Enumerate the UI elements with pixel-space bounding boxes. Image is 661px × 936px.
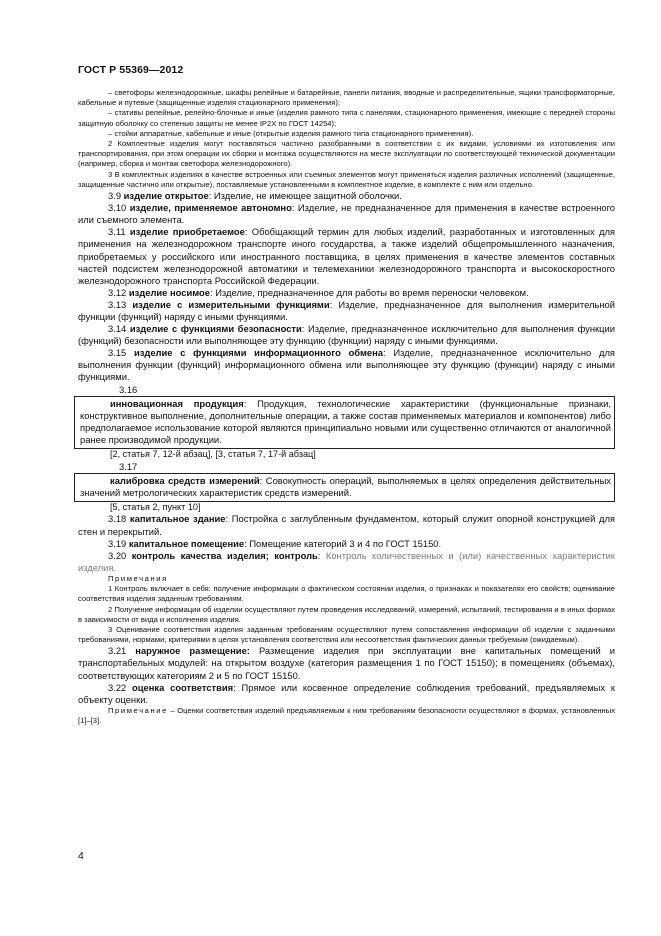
term-3-11 xyxy=(78,226,615,286)
term-definition: : Обобщающий термин для любых изделий, разработанных и изготовленных для применения на железнодорожном транспорте иного государства, а также изделий общепромышленного назначения, приобретаемых у российского или иностранного поставщика, в целях применения в качестве элементов составных частей подсистем железнодорожной автоматики и телемеханики железнодорожного транспорта и высокоскоростного железнодорожного транспорта Российской Федерации. xyxy=(78,226,616,286)
term-3-20 xyxy=(78,550,615,574)
term-name: оценка соответствия xyxy=(132,681,234,693)
note-2: 2 Получение информации об изделии осуществляют путем проведения исследований, измерений, испытаний, тестирования и в иных формах в зависимости от вида и исполнения изделия. xyxy=(78,604,615,624)
term-name: изделие открытое xyxy=(123,190,209,202)
term-number: 3.9 xyxy=(108,190,122,202)
list-item: – стативы релейные, релейно-блочные и иные (изделия рамного типа с панелями, стационарного применения, имеющие с передней стороны защитную оболочку со степенью защиты не менее IP2X по ГОСТ 14254); xyxy=(78,108,615,128)
term-number: 3.17 xyxy=(119,460,138,472)
term-number: 3.19 xyxy=(108,537,127,549)
term-definition: Контроль количественных и (или) качественных характеристик изделия. xyxy=(78,549,615,573)
term-definition: : Изделие, предназначенное для выполнения измерительной функции (функций) наряду с иными функциями. xyxy=(78,298,615,322)
term-reference: [5, статья 2, пункт 10] xyxy=(110,501,201,512)
term-definition: : Изделие, не предназначенное для применения в качестве встроенного или съемного элемента. xyxy=(78,202,616,226)
term-name: изделие носимое xyxy=(128,286,210,298)
term-definition: : Изделие, предназначенное исключительно для выполнения функции (функций) информационного обмена или выполняющее эту функцию (функции) наряду с иными функциями. xyxy=(78,347,616,383)
term-3-18 xyxy=(78,513,615,537)
term-3-9 xyxy=(78,190,615,202)
term-colon: : xyxy=(317,549,321,561)
term-reference: [2, статья 7, 12-й абзац], [3, статья 7, 17-й абзац] xyxy=(110,449,316,459)
term-number: 3.10 xyxy=(108,202,127,214)
list-item: – стойки аппаратные, кабельные и иные (открытые изделия рамного типа стационарного применения). xyxy=(108,128,474,138)
document-body xyxy=(78,88,615,726)
term-number: 3.15 xyxy=(108,347,127,359)
term-name: капитальное помещение xyxy=(128,537,245,549)
note-label: Примечание xyxy=(108,705,168,715)
term-number: 3.16 xyxy=(119,383,138,395)
term-definition: : Продукция, технологические характеристики (функциональные признаки, конструктивное выполнение, дополнительные операции, а также состав применяемых материалов и компонентов) либо предполагаемое использование которой являются принципиально новыми или существенно отличаются от аналогичной ранее производимой продукции. xyxy=(80,397,611,445)
term-3-12 xyxy=(78,287,615,299)
term-definition: : Постройка с заглубленным фундаментом, который служит опорной конструкцией для стен и перекрытий. xyxy=(78,513,615,537)
note-2: 2 Комплектные изделия могут поставляться частично разобранными в соответствии с их видами, условиями их изготовления или транспортирования, при этом операции их сборки и монтажа осуществляются на месте эксплуатации по соответствующей технической документации (например, сборка и монтаж светофора железнодорожного). xyxy=(78,139,615,169)
term-number: 3.18 xyxy=(108,513,127,525)
term-definition: Размещение изделия при эксплуатации вне капитальных помещений и транспортабельных модулей: на открытом воздухе (категория размещения 1 по ГОСТ 15150); в помещениях (объемах), соответствующих категориям 2 и 5 по ГОСТ 15150. xyxy=(78,645,616,681)
term-3-14 xyxy=(78,323,615,347)
term-name: капитальное здание xyxy=(129,513,226,525)
term-definition: : Изделие, предназначенное для работы во время переноски человеком. xyxy=(209,286,529,298)
term-definition: : Помещение категорий 3 и 4 по ГОСТ 15150. xyxy=(244,537,442,549)
term-number: 3.21 xyxy=(108,645,127,657)
term-3-21 xyxy=(78,645,615,681)
term-name: инновационная продукция xyxy=(110,397,244,409)
note xyxy=(78,706,615,726)
list-item: – светофоры железнодорожные, шкафы релейные и батарейные, панели питания, вводные и распределительные, ящики трансформаторные, кабельные и путевые (защищенные изделия стационарного применения); xyxy=(78,88,615,108)
term-name: наружное размещение: xyxy=(135,645,250,657)
term-definition: : Совокупность операций, выполняемых в целях определения действительных значений метрологических характеристик средств измерений. xyxy=(80,474,611,498)
term-name: изделие с функциями информационного обмена xyxy=(133,347,383,359)
document-header: ГОСТ Р 55369—2012 xyxy=(78,64,184,76)
term-number: 3.11 xyxy=(108,226,126,238)
term-3-16 xyxy=(80,398,611,446)
term-name: изделие с измерительными функциями xyxy=(132,298,330,310)
note-text: – Оценки соответствия изделий предъявляемым к ним требованиям безопасности осуществляют в формах, установленных [1]–[3]. xyxy=(78,705,615,726)
term-3-13 xyxy=(78,299,615,323)
term-name: изделие, применяемое автономно xyxy=(129,202,292,214)
term-definition: : Изделие, предназначенное исключительно для выполнения функции (функций) безопасности или выполняющее эту функцию (функции) наряду с иными функциями. xyxy=(78,323,615,347)
term-number: 3.14 xyxy=(108,323,127,335)
page-number: 4 xyxy=(78,850,84,862)
term-name: изделие приобретаемое xyxy=(129,226,245,238)
term-3-15 xyxy=(78,347,615,383)
note-3: 3 В комплектных изделиях в качестве встроенных или съемных элементов могут применяться изделия различных исполнений (защищенные, защищенные частично или открытые), поставляемые установленными в комплектное изделие, в комплекте с ним или отдельно. xyxy=(78,169,615,189)
term-number: 3.12 xyxy=(108,286,127,298)
term-3-17 xyxy=(80,475,611,499)
term-3-19 xyxy=(78,538,615,550)
term-name: калибровка средств измерений xyxy=(110,474,260,486)
note-3: 3 Оценивание соответствия изделия заданным требованиям осуществляют путем сопоставления информации об изделии с заданными требованиями, нормами, критериями в целях установления соответствия или несоответствия фактических данных требуемым (ожидаемым). xyxy=(78,624,615,645)
term-definition: : Изделие, не имеющее защитной оболочки. xyxy=(208,190,402,202)
term-3-17-box xyxy=(74,473,615,502)
term-number: 3.20 xyxy=(108,549,127,561)
term-name: изделие с функциями безопасности xyxy=(129,323,302,335)
term-number: 3.13 xyxy=(108,298,127,310)
term-3-22 xyxy=(78,682,615,706)
term-number: 3.22 xyxy=(108,681,127,693)
term-definition: : Прямое или косвенное определение соблюдения требований, предъявляемых к объекту оценки. xyxy=(78,681,615,705)
term-3-10 xyxy=(78,202,615,226)
term-3-16-box xyxy=(74,396,615,449)
term-name: контроль качества изделия; контроль xyxy=(131,549,318,561)
notes-label: Примечания xyxy=(108,573,168,583)
note-1: 1 Контроль включает в себя: получение информации о фактическом состоянии изделия, о признаках и показателях его свойств; оценивание соответствия изделия заданным требованиям. xyxy=(78,584,615,604)
